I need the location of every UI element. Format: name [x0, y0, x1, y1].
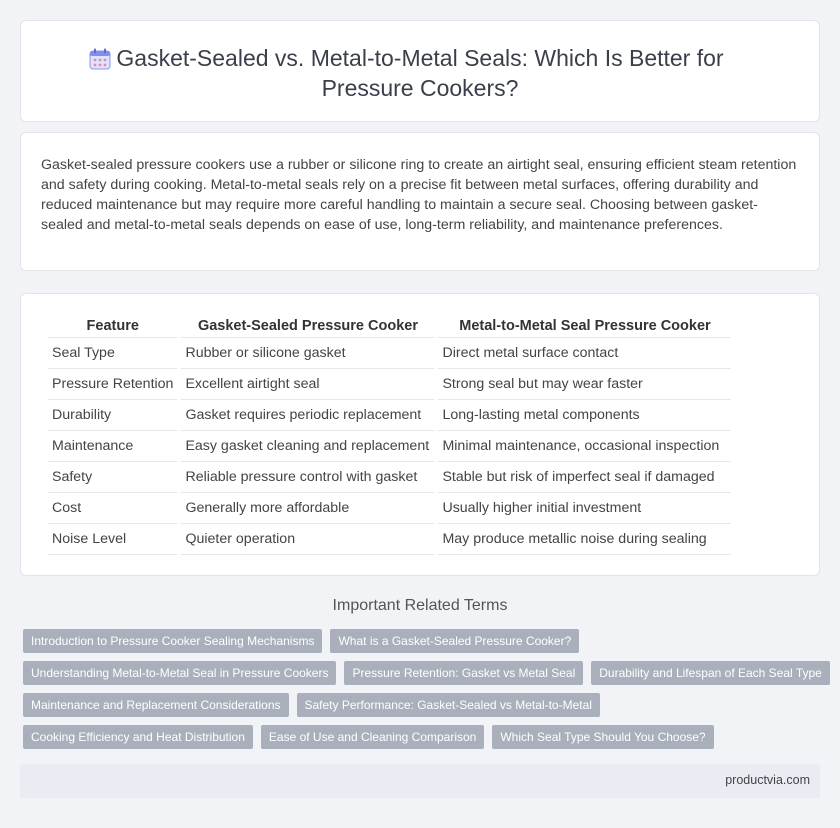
table-row: [48, 400, 731, 431]
column-header-metal: Metal-to-Metal Seal Pressure Cooker: [438, 316, 731, 338]
page-title-line-1: Gasket-Sealed vs. Metal-to-Metal Seals: Which Is Better for: [116, 45, 724, 71]
comparison-table-card: [20, 293, 820, 576]
table-header-row: [48, 316, 731, 338]
table-row: [48, 524, 731, 555]
table-row: [48, 369, 731, 400]
table-cell: Pressure Retention: [48, 369, 177, 400]
intro-card: [20, 132, 820, 271]
table-cell: Quieter operation: [181, 524, 434, 555]
comparison-table: [44, 316, 735, 555]
related-term-tag[interactable]: Maintenance and Replacement Considerations: [23, 693, 289, 717]
table-cell: Seal Type: [48, 338, 177, 369]
related-term-tag[interactable]: Introduction to Pressure Cooker Sealing Mechanisms: [23, 629, 322, 653]
table-row: [48, 431, 731, 462]
table-cell: Usually higher initial investment: [438, 493, 731, 524]
table-row: [48, 493, 731, 524]
table-cell: Easy gasket cleaning and replacement: [181, 431, 434, 462]
table-cell: Maintenance: [48, 431, 177, 462]
related-term-tag[interactable]: Ease of Use and Cleaning Comparison: [261, 725, 484, 749]
table-cell: Long-lasting metal components: [438, 400, 731, 431]
page-title-line-2: Pressure Cookers?: [321, 75, 519, 101]
intro-paragraph: Gasket-sealed pressure cookers use a rubber or silicone ring to create an airtight seal, ensuring efficient steam retention and safety during cooking. Metal-to-metal seals rely on a precise fit between metal surfaces, offering durability and reduced maintenance but may require more careful handling to maintain a secure seal. Choosing between gasket-sealed and metal-to-metal seals depends on ease of use, long-term reliability, and maintenance preferences.: [41, 157, 797, 233]
table-cell: Stable but risk of imperfect seal if damaged: [438, 462, 731, 493]
table-row: [48, 462, 731, 493]
table-cell: Strong seal but may wear faster: [438, 369, 731, 400]
related-terms-list: [23, 629, 823, 757]
table-cell: May produce metallic noise during sealing: [438, 524, 731, 555]
table-cell: Cost: [48, 493, 177, 524]
table-cell: Minimal maintenance, occasional inspection: [438, 431, 731, 462]
tag-row: [23, 693, 823, 717]
tag-row: [23, 629, 823, 653]
column-header-feature: Feature: [48, 316, 177, 338]
column-header-gasket: Gasket-Sealed Pressure Cooker: [181, 316, 434, 338]
tag-row: [23, 725, 823, 749]
page-title: [21, 43, 819, 103]
table-cell: Reliable pressure control with gasket: [181, 462, 434, 493]
table-cell: Gasket requires periodic replacement: [181, 400, 434, 431]
related-term-tag[interactable]: Which Seal Type Should You Choose?: [492, 725, 713, 749]
table-cell: Direct metal surface contact: [438, 338, 731, 369]
related-terms-heading: Important Related Terms: [332, 597, 508, 614]
related-term-tag[interactable]: Durability and Lifespan of Each Seal Type: [591, 661, 830, 685]
footer-site-link[interactable]: productvia.com: [725, 773, 810, 787]
footer-bar: [20, 764, 820, 798]
table-cell: Safety: [48, 462, 177, 493]
table-cell: Durability: [48, 400, 177, 431]
table-cell: Excellent airtight seal: [181, 369, 434, 400]
related-term-tag[interactable]: Pressure Retention: Gasket vs Metal Seal: [344, 661, 583, 685]
related-term-tag[interactable]: Safety Performance: Gasket-Sealed vs Metal-to-Metal: [297, 693, 600, 717]
title-card: [20, 20, 820, 122]
table-cell: Generally more affordable: [181, 493, 434, 524]
related-term-tag[interactable]: What is a Gasket-Sealed Pressure Cooker?: [330, 629, 579, 653]
table-row: [48, 338, 731, 369]
related-term-tag[interactable]: Cooking Efficiency and Heat Distribution: [23, 725, 253, 749]
table-cell: Rubber or silicone gasket: [181, 338, 434, 369]
tag-row: [23, 661, 823, 685]
related-term-tag[interactable]: Understanding Metal-to-Metal Seal in Pressure Cookers: [23, 661, 336, 685]
table-cell: Noise Level: [48, 524, 177, 555]
